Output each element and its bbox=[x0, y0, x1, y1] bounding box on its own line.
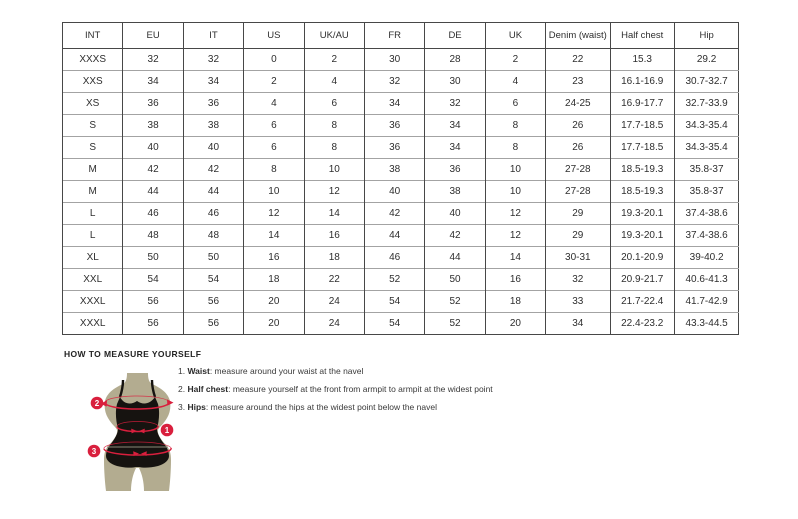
table-cell: 14 bbox=[304, 203, 364, 225]
table-cell: 32 bbox=[183, 49, 243, 71]
svg-text:3: 3 bbox=[91, 446, 97, 456]
table-row bbox=[63, 247, 739, 269]
table-cell: 42 bbox=[123, 159, 183, 181]
table-cell: 46 bbox=[183, 203, 243, 225]
table-cell: M bbox=[63, 181, 123, 203]
table-cell: 20.1-20.9 bbox=[610, 247, 674, 269]
table-cell: 17.7-18.5 bbox=[610, 115, 674, 137]
column-header: IT bbox=[183, 23, 243, 49]
table-cell: 34 bbox=[425, 115, 485, 137]
table-cell: XXXL bbox=[63, 291, 123, 313]
table-cell: 12 bbox=[485, 203, 545, 225]
table-cell: 18.5-19.3 bbox=[610, 159, 674, 181]
table-cell: 40 bbox=[183, 137, 243, 159]
table-cell: 40 bbox=[425, 203, 485, 225]
instruction-number: 1. bbox=[178, 366, 186, 376]
table-cell: 17.7-18.5 bbox=[610, 137, 674, 159]
table-cell: 41.7-42.9 bbox=[674, 291, 738, 313]
table-cell: 37.4-38.6 bbox=[674, 225, 738, 247]
svg-text:2: 2 bbox=[94, 398, 100, 408]
table-cell: 50 bbox=[425, 269, 485, 291]
instruction-half-chest bbox=[178, 384, 538, 395]
table-cell: 40 bbox=[364, 181, 424, 203]
table-cell: 4 bbox=[304, 71, 364, 93]
table-cell: 42 bbox=[183, 159, 243, 181]
instruction-term: Hips bbox=[187, 402, 206, 412]
table-cell: 46 bbox=[364, 247, 424, 269]
table-cell: 48 bbox=[183, 225, 243, 247]
table-cell: 18.5-19.3 bbox=[610, 181, 674, 203]
table-cell: L bbox=[63, 225, 123, 247]
table-cell: 42 bbox=[364, 203, 424, 225]
marker-half-chest-badge bbox=[91, 397, 104, 410]
table-cell: 27-28 bbox=[546, 181, 610, 203]
table-cell: 32 bbox=[425, 93, 485, 115]
table-row bbox=[63, 71, 739, 93]
table-cell: 16.9-17.7 bbox=[610, 93, 674, 115]
table-cell: 15.3 bbox=[610, 49, 674, 71]
table-cell: 26 bbox=[546, 115, 610, 137]
table-cell: 34 bbox=[425, 137, 485, 159]
instruction-term: Half chest bbox=[187, 384, 229, 394]
column-header: Half chest bbox=[610, 23, 674, 49]
table-cell: 52 bbox=[425, 313, 485, 335]
table-row bbox=[63, 49, 739, 71]
table-cell: 14 bbox=[485, 247, 545, 269]
instruction-text: : measure around the hips at the widest point below the navel bbox=[205, 402, 437, 412]
table-cell: 2 bbox=[485, 49, 545, 71]
table-cell: 44 bbox=[425, 247, 485, 269]
column-header: Denim (waist) bbox=[546, 23, 610, 49]
table-cell: 21.7-22.4 bbox=[610, 291, 674, 313]
table-cell: XXL bbox=[63, 269, 123, 291]
table-cell: 56 bbox=[183, 313, 243, 335]
table-cell: XL bbox=[63, 247, 123, 269]
table-row bbox=[63, 137, 739, 159]
table-cell: 44 bbox=[183, 181, 243, 203]
table-cell: 6 bbox=[485, 93, 545, 115]
table-cell: 4 bbox=[244, 93, 304, 115]
table-cell: 50 bbox=[183, 247, 243, 269]
table-cell: 42 bbox=[425, 225, 485, 247]
table-cell: 54 bbox=[364, 291, 424, 313]
table-cell: 38 bbox=[123, 115, 183, 137]
table-cell: 54 bbox=[183, 269, 243, 291]
table-cell: 10 bbox=[485, 159, 545, 181]
table-cell: 2 bbox=[244, 71, 304, 93]
table-cell: 56 bbox=[123, 313, 183, 335]
table-row bbox=[63, 203, 739, 225]
table-cell: 56 bbox=[183, 291, 243, 313]
column-header: INT bbox=[63, 23, 123, 49]
table-cell: 29 bbox=[546, 225, 610, 247]
column-header: US bbox=[244, 23, 304, 49]
table-cell: 32.7-33.9 bbox=[674, 93, 738, 115]
table-cell: XXXL bbox=[63, 313, 123, 335]
table-cell: XXS bbox=[63, 71, 123, 93]
table-cell: 10 bbox=[244, 181, 304, 203]
table-row bbox=[63, 181, 739, 203]
instruction-text: : measure around your waist at the navel bbox=[209, 366, 364, 376]
column-header: UK/AU bbox=[304, 23, 364, 49]
size-chart bbox=[62, 22, 738, 335]
table-cell: 18 bbox=[485, 291, 545, 313]
table-cell: 38 bbox=[425, 181, 485, 203]
table-cell: 34 bbox=[546, 313, 610, 335]
table-cell: 8 bbox=[485, 115, 545, 137]
table-cell: 32 bbox=[123, 49, 183, 71]
table-cell: 54 bbox=[364, 313, 424, 335]
table-cell: 20 bbox=[244, 291, 304, 313]
table-cell: 44 bbox=[123, 181, 183, 203]
table-cell: 29 bbox=[546, 203, 610, 225]
table-cell: 34.3-35.4 bbox=[674, 137, 738, 159]
table-cell: 48 bbox=[123, 225, 183, 247]
table-cell: XS bbox=[63, 93, 123, 115]
table-cell: 43.3-44.5 bbox=[674, 313, 738, 335]
table-cell: 36 bbox=[364, 115, 424, 137]
table-cell: 35.8-37 bbox=[674, 159, 738, 181]
table-cell: 20 bbox=[485, 313, 545, 335]
table-cell: 10 bbox=[304, 159, 364, 181]
svg-text:1: 1 bbox=[164, 425, 170, 435]
table-cell: 4 bbox=[485, 71, 545, 93]
size-chart-table bbox=[62, 22, 739, 335]
table-cell: 54 bbox=[123, 269, 183, 291]
table-cell: 32 bbox=[364, 71, 424, 93]
table-cell: 26 bbox=[546, 137, 610, 159]
table-cell: 56 bbox=[123, 291, 183, 313]
table-cell: 46 bbox=[123, 203, 183, 225]
instruction-hips bbox=[178, 402, 538, 413]
table-cell: 38 bbox=[183, 115, 243, 137]
table-cell: 34 bbox=[183, 71, 243, 93]
table-cell: 36 bbox=[183, 93, 243, 115]
table-cell: 30-31 bbox=[546, 247, 610, 269]
table-cell: 40 bbox=[123, 137, 183, 159]
measure-instructions bbox=[178, 366, 538, 420]
table-cell: 20 bbox=[244, 313, 304, 335]
table-cell: 39-40.2 bbox=[674, 247, 738, 269]
table-cell: 34 bbox=[364, 93, 424, 115]
table-cell: 38 bbox=[364, 159, 424, 181]
table-cell: 18 bbox=[304, 247, 364, 269]
table-cell: 32 bbox=[546, 269, 610, 291]
instruction-text: : measure yourself at the front from armpit to armpit at the widest point bbox=[228, 384, 493, 394]
table-cell: 6 bbox=[244, 115, 304, 137]
table-cell: 0 bbox=[244, 49, 304, 71]
table-cell: 52 bbox=[364, 269, 424, 291]
marker-hips-badge bbox=[88, 445, 101, 458]
table-cell: 8 bbox=[304, 115, 364, 137]
table-cell: 40.6-41.3 bbox=[674, 269, 738, 291]
table-cell: 50 bbox=[123, 247, 183, 269]
instruction-number: 3. bbox=[178, 402, 186, 412]
table-cell: 24-25 bbox=[546, 93, 610, 115]
table-cell: 19.3-20.1 bbox=[610, 203, 674, 225]
column-header: Hip bbox=[674, 23, 738, 49]
table-cell: 24 bbox=[304, 291, 364, 313]
table-row bbox=[63, 159, 739, 181]
instruction-number: 2. bbox=[178, 384, 186, 394]
table-cell: 12 bbox=[304, 181, 364, 203]
column-header: DE bbox=[425, 23, 485, 49]
measure-heading: HOW TO MEASURE YOURSELF bbox=[64, 349, 202, 359]
table-cell: 36 bbox=[123, 93, 183, 115]
table-cell: 28 bbox=[425, 49, 485, 71]
mannequin-figure-icon bbox=[86, 370, 188, 494]
size-chart-body bbox=[63, 49, 739, 335]
table-cell: 22 bbox=[304, 269, 364, 291]
table-cell: 10 bbox=[485, 181, 545, 203]
table-cell: 6 bbox=[244, 137, 304, 159]
column-header: EU bbox=[123, 23, 183, 49]
instruction-term: Waist bbox=[187, 366, 210, 376]
table-cell: 16 bbox=[485, 269, 545, 291]
table-cell: 30 bbox=[425, 71, 485, 93]
table-row bbox=[63, 93, 739, 115]
table-cell: 14 bbox=[244, 225, 304, 247]
table-row bbox=[63, 115, 739, 137]
table-cell: M bbox=[63, 159, 123, 181]
table-cell: XXXS bbox=[63, 49, 123, 71]
size-chart-header-row bbox=[63, 23, 739, 49]
measurement-illustration bbox=[86, 370, 188, 494]
table-cell: 29.2 bbox=[674, 49, 738, 71]
table-cell: 23 bbox=[546, 71, 610, 93]
table-cell: 37.4-38.6 bbox=[674, 203, 738, 225]
table-row bbox=[63, 291, 739, 313]
table-cell: L bbox=[63, 203, 123, 225]
table-cell: 44 bbox=[364, 225, 424, 247]
marker-waist-badge bbox=[161, 424, 174, 437]
column-header: UK bbox=[485, 23, 545, 49]
table-cell: 12 bbox=[244, 203, 304, 225]
table-cell: 8 bbox=[244, 159, 304, 181]
table-cell: 36 bbox=[425, 159, 485, 181]
table-cell: 16 bbox=[304, 225, 364, 247]
table-cell: 20.9-21.7 bbox=[610, 269, 674, 291]
column-header: FR bbox=[364, 23, 424, 49]
table-cell: 18 bbox=[244, 269, 304, 291]
table-cell: 30 bbox=[364, 49, 424, 71]
table-cell: 22.4-23.2 bbox=[610, 313, 674, 335]
table-cell: S bbox=[63, 137, 123, 159]
table-cell: 36 bbox=[364, 137, 424, 159]
table-cell: 16.1-16.9 bbox=[610, 71, 674, 93]
table-cell: 8 bbox=[485, 137, 545, 159]
table-row bbox=[63, 313, 739, 335]
table-cell: 6 bbox=[304, 93, 364, 115]
table-cell: 24 bbox=[304, 313, 364, 335]
table-cell: 19.3-20.1 bbox=[610, 225, 674, 247]
table-cell: 30.7-32.7 bbox=[674, 71, 738, 93]
table-cell: 2 bbox=[304, 49, 364, 71]
table-cell: S bbox=[63, 115, 123, 137]
table-cell: 22 bbox=[546, 49, 610, 71]
table-cell: 33 bbox=[546, 291, 610, 313]
table-cell: 8 bbox=[304, 137, 364, 159]
table-row bbox=[63, 225, 739, 247]
table-cell: 12 bbox=[485, 225, 545, 247]
table-cell: 52 bbox=[425, 291, 485, 313]
table-cell: 34 bbox=[123, 71, 183, 93]
table-row bbox=[63, 269, 739, 291]
instruction-waist bbox=[178, 366, 538, 377]
table-cell: 34.3-35.4 bbox=[674, 115, 738, 137]
table-cell: 35.8-37 bbox=[674, 181, 738, 203]
table-cell: 16 bbox=[244, 247, 304, 269]
table-cell: 27-28 bbox=[546, 159, 610, 181]
